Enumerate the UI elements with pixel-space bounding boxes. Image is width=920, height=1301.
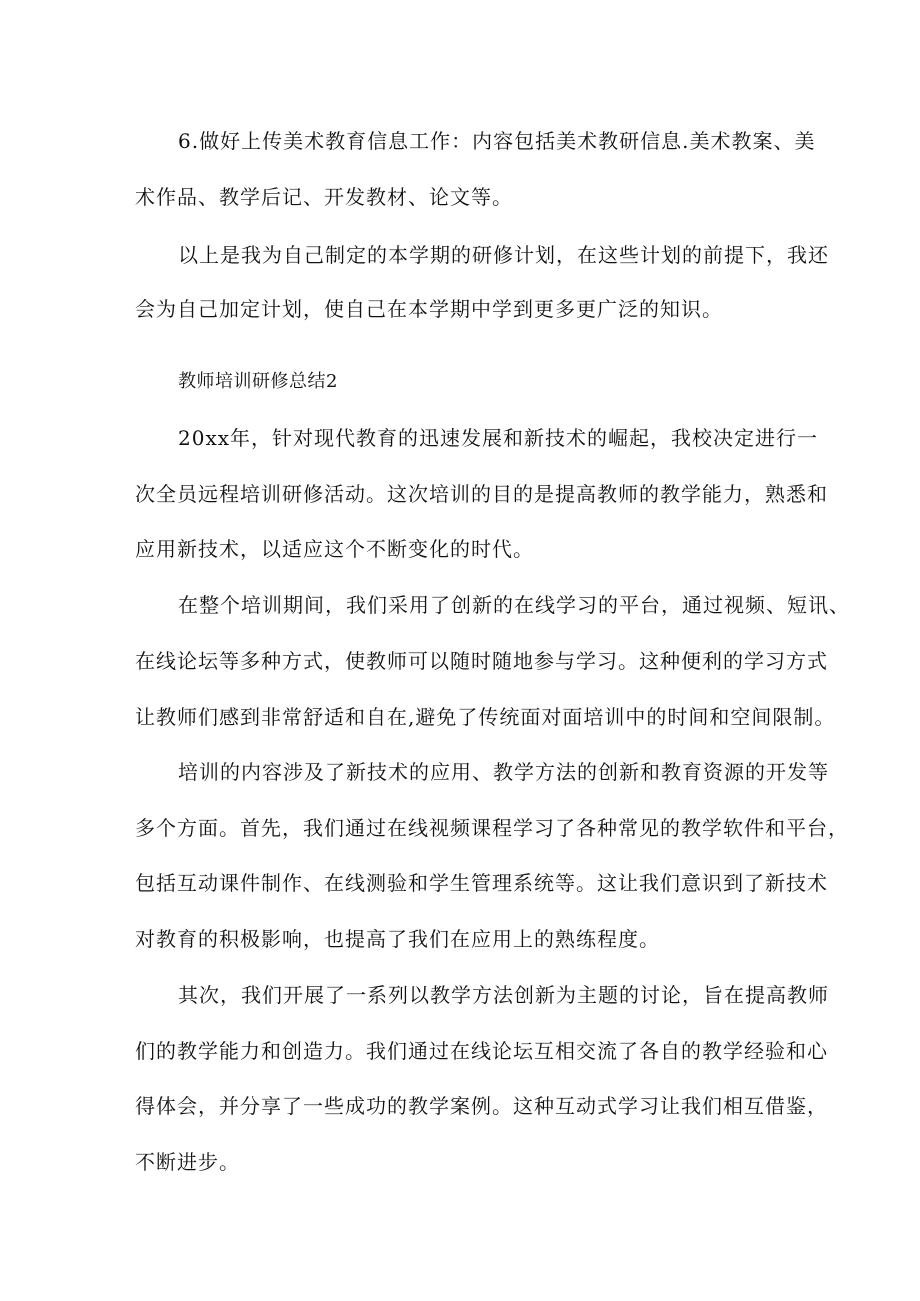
paragraph-line: 对教育的积极影响，也提高了我们在应用上的熟练程度。 — [135, 927, 660, 951]
paragraph-line: 会为自己加定计划，使自己在本学期中学到更多更广泛的知识。 — [135, 297, 723, 321]
paragraph-line: 20xx年，针对现代教育的迅速发展和新技术的崛起，我校决定进行一 — [178, 426, 819, 450]
section-heading: 教师培训研修总结2 — [178, 371, 338, 392]
paragraph-line: 让教师们感到非常舒适和自在,避免了传统面对面培训中的时间和空间限制。 — [135, 705, 836, 729]
paragraph-line: 不断进步。 — [135, 1150, 240, 1174]
paragraph-line: 6.做好上传美术教育信息工作：内容包括美术教研信息.美术教案、美 — [178, 129, 816, 153]
paragraph-line: 们的教学能力和创造力。我们通过在线论坛互相交流了各自的教学经验和心 — [135, 1039, 828, 1063]
paragraph-line: 其次，我们开展了一系列以教学方法创新为主题的讨论，旨在提高教师 — [178, 983, 829, 1007]
paragraph-line: 以上是我为自己制定的本学期的研修计划，在这些计划的前提下，我还 — [178, 243, 829, 267]
paragraph-line: 包括互动课件制作、在线测验和学生管理系统等。这让我们意识到了新技术 — [135, 871, 828, 895]
paragraph-line: 多个方面。首先，我们通过在线视频课程学习了各种常见的教学软件和平台， — [135, 816, 849, 840]
paragraph-line: 培训的内容涉及了新技术的应用、教学方法的创新和教育资源的开发等 — [178, 760, 829, 784]
paragraph-line: 在线论坛等多种方式，使教师可以随时随地参与学习。这种便利的学习方式 — [135, 649, 828, 673]
paragraph-line: 得体会，并分享了一些成功的教学案例。这种互动式学习让我们相互借鉴， — [135, 1094, 828, 1118]
paragraph-line: 术作品、教学后记、开发教材、论文等。 — [135, 185, 513, 209]
paragraph-line: 次全员远程培训研修活动。这次培训的目的是提高教师的教学能力，熟悉和 — [135, 482, 828, 506]
paragraph-line: 应用新技术，以适应这个不断变化的时代。 — [135, 537, 534, 561]
paragraph-line: 在整个培训期间，我们采用了创新的在线学习的平台，通过视频、短讯、 — [178, 593, 850, 617]
